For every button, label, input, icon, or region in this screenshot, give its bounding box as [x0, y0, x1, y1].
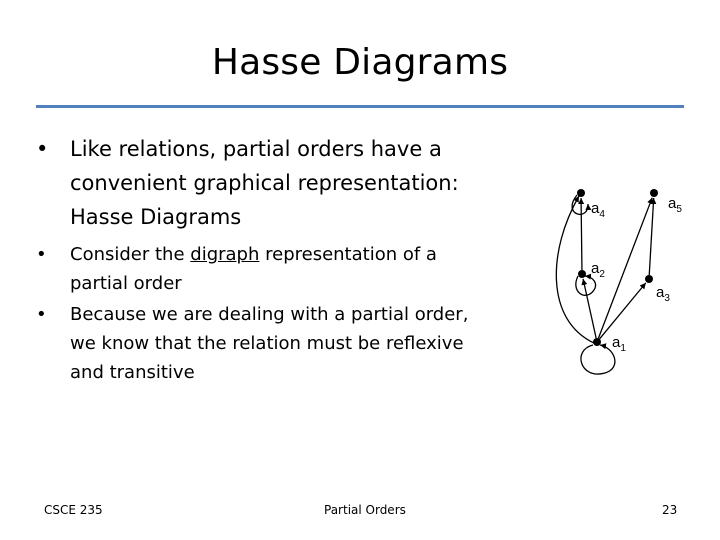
- self-loop-a1: [581, 345, 615, 374]
- edges-layer: [556, 195, 653, 374]
- node-label-subscript: 3: [664, 293, 670, 304]
- node-label-subscript: 1: [620, 343, 626, 354]
- edge-a1-a5: [598, 198, 652, 339]
- bullet-marker: •: [36, 137, 49, 161]
- node-label-a2: $a_2$: [591, 260, 605, 280]
- node-a5: [650, 189, 658, 197]
- digraph-link[interactable]: digraph: [190, 244, 260, 265]
- edge-a2-a4: [581, 198, 582, 270]
- bullet-text-pre: Consider the: [70, 244, 191, 265]
- node-a3: [645, 275, 653, 283]
- bullet-marker: •: [36, 244, 47, 265]
- node-a4: [577, 189, 585, 197]
- slide-title: Hasse Diagrams: [211, 42, 509, 83]
- bullet-text-post: representation of a partial order: [70, 244, 437, 294]
- node-label-subscript: 2: [599, 269, 605, 280]
- edge-a1-a2: [583, 279, 596, 338]
- node-label-a3: $a_3$: [656, 284, 670, 304]
- footer-course: CSCE 235: [44, 503, 103, 517]
- bullet-text: Like relations, partial orders have a convenient graphical representation: Hasse Diagrams: [70, 137, 459, 229]
- node-label-a4: $a_4$: [591, 200, 605, 220]
- node-label-a5: $a_5$: [668, 195, 682, 215]
- node-a1: [593, 338, 601, 346]
- edge-a1-a4: [556, 196, 594, 343]
- node-label-subscript: 5: [676, 204, 682, 215]
- footer-topic: Partial Orders: [324, 503, 406, 517]
- labels-layer: [591, 195, 682, 354]
- node-label-a1: $a_1$: [612, 334, 626, 354]
- footer-page-number: 23: [662, 503, 678, 517]
- bullet-text: Because we are dealing with a partial order, we know that the relation must be reflexive and transitive: [70, 304, 469, 383]
- node-label-subscript: 4: [599, 209, 605, 220]
- node-a2: [578, 270, 586, 278]
- edge-a1-a3: [600, 283, 646, 339]
- edge-a3-a5: [649, 198, 653, 275]
- bullet-marker: •: [36, 304, 47, 325]
